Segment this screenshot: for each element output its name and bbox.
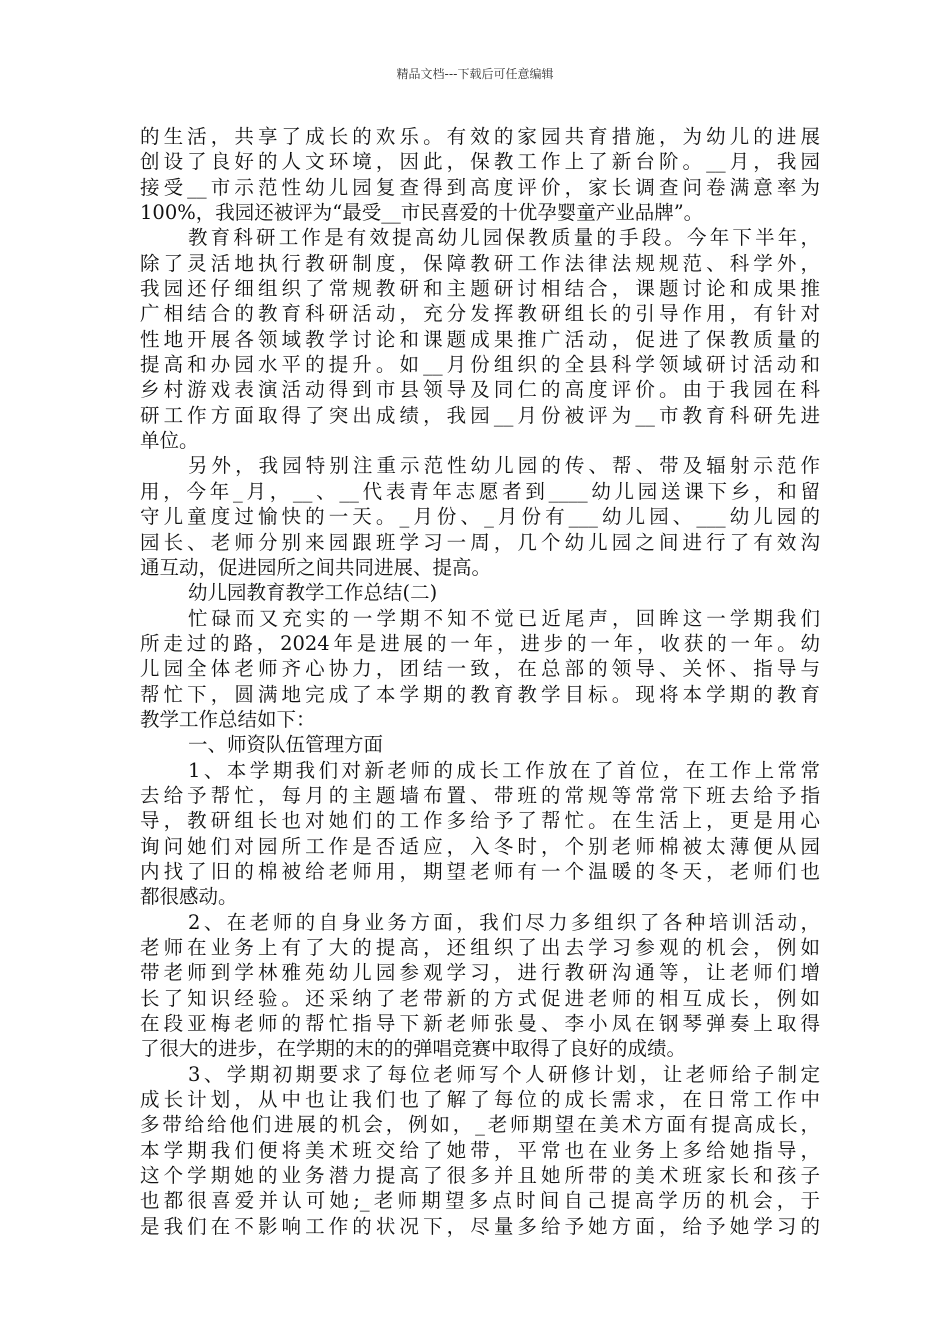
text-line: 都很感动。 (140, 885, 238, 909)
text-line: 这个学期她的业务潜力提高了很多并且她所带的美术班家长和孩子 (140, 1164, 820, 1188)
text-line: 守儿童度过愉快的一天。_月份、_月份有___幼儿园、___幼儿园的 (140, 505, 820, 529)
page-header: 精品文档---下载后可任意编辑 (396, 67, 554, 81)
text-line: 导，教研组长也对她们的工作多给予了帮忙。在生活上，更是用心 (140, 809, 820, 833)
text-line: 创设了良好的人文环境，因此，保教工作上了新台阶。__月，我园 (140, 150, 820, 174)
text-line: 询问她们对园所工作是否适应，入冬时，个别老师棉被太薄便从园 (140, 834, 820, 858)
text-line: 教育科研工作是有效提高幼儿园保教质量的手段。今年下半年， (188, 226, 820, 250)
text-line: 忙碌而又充实的一学期不知不觉已近尾声，回眸这一学期我们 (188, 606, 820, 630)
text-line: 1、本学期我们对新老师的成长工作放在了首位，在工作上常常 (188, 758, 820, 782)
text-line: 乡村游戏表演活动得到市县领导及同仁的高度评价。由于我园在科 (140, 378, 820, 402)
text-line: 帮忙下，圆满地完成了本学期的教育教学目标。现将本学期的教育 (140, 682, 820, 706)
text-line: 另外，我园特别注重示范性幼儿园的传、帮、带及辐射示范作 (188, 454, 820, 478)
text-line: 研工作方面取得了突出成绩，我园__月份被评为__市教育科研先进 (140, 403, 820, 427)
text-line: 所走过的路，2024年是进展的一年，进步的一年，收获的一年。幼 (140, 631, 820, 655)
text-line: 性地开展各领域教学讨论和课题成果推广活动，促进了保教质量的 (140, 327, 820, 351)
text-line: 成长计划，从中也让我们也了解了每位的成长需求，在日常工作中 (140, 1088, 820, 1112)
text-line: 广相结合的教育科研活动，充分发挥教研组长的引导作用，有针对 (140, 302, 820, 326)
text-line: 是我们在不影响工作的状况下，尽量多给予她方面，给予她学习的 (140, 1214, 820, 1238)
text-line: 幼儿园教育教学工作总结(二) (188, 581, 438, 605)
document-body (140, 124, 820, 1239)
text-line: 接受__市示范性幼儿园复查得到高度评价，家长调查问卷满意率为 (140, 175, 820, 199)
text-line: 带老师到学林雅苑幼儿园参观学习，进行教研沟通等，让老师们增 (140, 961, 820, 985)
text-line: 通互动，促进园所之间共同进展、提高。 (140, 555, 492, 579)
text-line: 儿园全体老师齐心协力，团结一致，在总部的领导、关怀、指导与 (140, 657, 820, 681)
text-line: 教学工作总结如下： (140, 707, 316, 731)
text-line: 我园还仔细组织了常规教研和主题研讨相结合，课题讨论和成果推 (140, 277, 820, 301)
text-line: 的生活，共享了成长的欢乐。有效的家园共育措施，为幼儿的进展 (140, 125, 820, 148)
text-line: 3、学期初期要求了每位老师写个人研修计划，让老师给子制定 (188, 1062, 820, 1086)
text-line: 在段亚梅老师的帮忙指导下新老师张曼、李小凤在钢琴弹奏上取得 (140, 1012, 820, 1036)
text-line: 长了知识经验。还采纳了老带新的方式促进老师的相互成长，例如 (140, 986, 820, 1010)
text-line: 去给予帮忙，每月的主题墙布置、带班的常规等常常下班去给予指 (140, 783, 820, 807)
text-line: 本学期我们便将美术班交给了她带，平常也在业务上多给她指导， (140, 1138, 820, 1162)
text-line: 2、在老师的自身业务方面，我们尽力多组织了各种培训活动， (188, 910, 820, 934)
text-line: 提高和办园水平的提升。如__月份组织的全县科学领域研讨活动和 (140, 353, 820, 377)
text-line: 用，今年_月，__、__代表青年志愿者到____幼儿园送课下乡，和留 (140, 479, 820, 503)
text-line: 园长、老师分别来园跟班学习一周，几个幼儿园之间进行了有效沟 (140, 530, 820, 554)
text-line: 100%，我园还被评为“最受__市民喜爱的十优孕婴童产业品牌”。 (140, 201, 704, 225)
text-line: 除了灵活地执行教研制度，保障教研工作法律法规规范、科学外， (140, 251, 820, 275)
text-line: 老师在业务上有了大的提高，还组织了出去学习参观的机会，例如 (140, 936, 820, 959)
text-line: 一、师资队伍管理方面 (188, 733, 384, 757)
text-line: 也都很喜爱并认可她;_老师期望多点时间自己提高学历的机会，于 (140, 1189, 820, 1213)
text-line: 内找了旧的棉被给老师用，期望老师有一个温暖的冬天，老师们也 (140, 859, 820, 883)
text-line: 多带给给他们进展的机会，例如，_老师期望在美术方面有提高成长， (140, 1113, 820, 1137)
text-line: 单位。 (140, 429, 199, 453)
text-line: 了很大的进步，在学期的末的的弹唱竞赛中取得了良好的成绩。 (140, 1037, 687, 1061)
